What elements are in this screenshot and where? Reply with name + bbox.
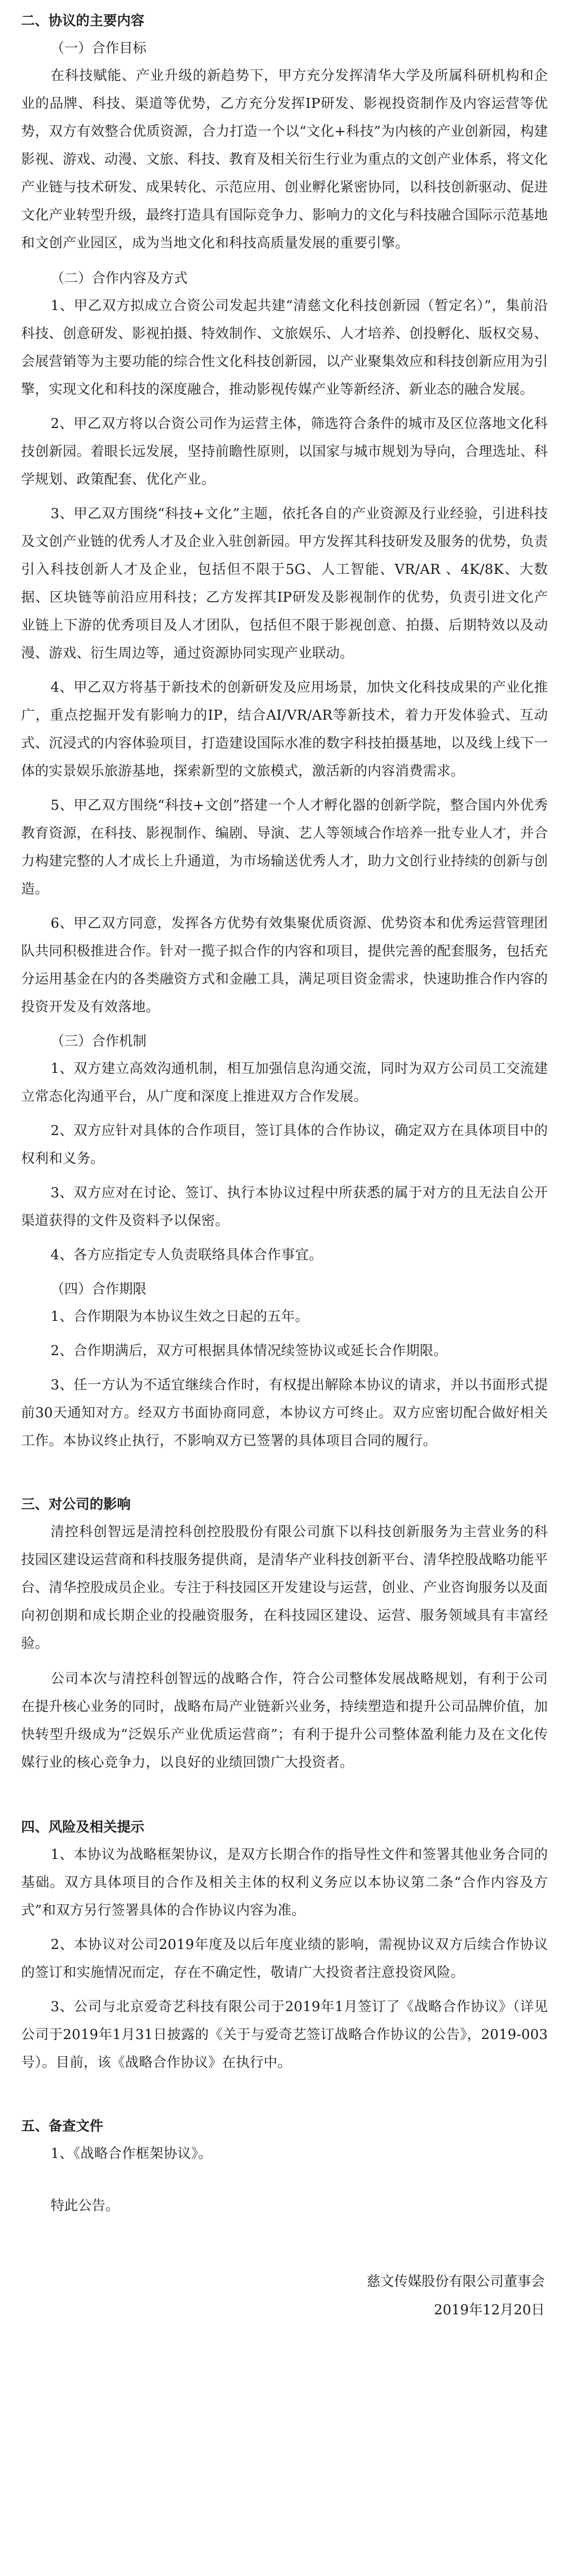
cooperation-term-item: 2、合作期满后，双方可根据具体情况续签协议或延长合作期限。	[51, 1343, 448, 1359]
cooperation-mechanism-item: 2、双方应针对具体的合作项目，签订具体的合作协议，确定双方在具体项目中的权利和义务。	[21, 1123, 548, 1167]
section-title-reference-documents: 五、备查文件	[21, 2119, 104, 2134]
cooperation-content-item: 1、甲乙双方拟成立合资公司发起共建“清慈文化科技创新园（暂定名）”，集前沿科技、创意研发、影视拍摄、特效制作、文旅娱乐、人才培养、创投孵化、版权交易、会展营销等为主要功能的综合性文化科技创新园，以产业聚集效应和科技创新应用为引擎，实现文化和科技的深度融合，推动影视传媒产业等新经济、新业态的融合发展。	[21, 298, 548, 397]
cooperation-term-item: 1、合作期限为本协议生效之日起的五年。	[51, 1309, 309, 1325]
signature-company: 慈文传媒股份有限公司董事会	[366, 2274, 545, 2290]
company-impact-paragraph: 清控科创智远是清控科创控股股份有限公司旗下以科技创新服务为主营业务的科技园区建设运营商和科技服务提供商，是清华产业科技创新平台、清华控股战略功能平台、清华控股成员企业。专注于科技园区开发建设与运营，创业、产业咨询服务以及面向初创期和成长期企业的投融资服务，在科技园区建设、运营、服务领域具有丰富经验。	[21, 1524, 548, 1652]
cooperation-mechanism-item: 3、双方应对在讨论、签订、执行本协议过程中所获悉的属于对方的且无法自公开渠道获得的文件及资料予以保密。	[21, 1185, 548, 1229]
cooperation-mechanism-item: 4、各方应指定专人负责联络具体合作事宜。	[51, 1247, 323, 1263]
risk-notice-item: 1、本协议为战略框架协议，是双方长期合作的指导性文件和签署其他业务合同的基础。双方具体项目的合作及相关主体的权利义务应以本协议第二条“合作内容及方式”和双方另行签署具体的合作协议内容为准。	[21, 1847, 548, 1918]
section-title-agreement-content: 二、协议的主要内容	[21, 13, 145, 29]
section-spacer	[21, 2083, 548, 2113]
signature-date: 2019年12月20日	[434, 2302, 545, 2318]
section-spacer	[21, 1784, 548, 1814]
cooperation-goal-paragraph: 在科技赋能、产业升级的新趋势下，甲方充分发挥清华大学及所属科研机构和企业的品牌、科技、渠道等优势，乙方充分发挥IP研发、影视投资制作及内容运营等优势，双方有效整合优质资源，合力打造一个以“文化+科技”为内核的产业创新园，构建影视、游戏、动漫、文旅、科技、教育及相关衍生行业为重点的文创产业体系，将文化产业链与技术研发、成果转化、示范应用、创业孵化紧密协同，以科技创新驱动、促进文化产业转型升级，最终打造具有国际竞争力、影响力的文化与科技融合国际示范基地和文创产业园区，成为当地文化和科技高质量发展的重要引擎。	[21, 68, 548, 251]
subsection-title-cooperation-goal: （一）合作目标	[51, 41, 147, 56]
cooperation-mechanism-item: 1、双方建立高效沟通机制，相互加强信息沟通交流，同时为双方公司员工交流建立常态化沟通平台，从广度和深度上推进双方合作发展。	[21, 1061, 548, 1105]
section-title-risk-notice: 四、风险及相关提示	[21, 1819, 145, 1835]
section-spacer	[21, 1461, 548, 1491]
section-spacer	[21, 2220, 548, 2250]
subsection-title-cooperation-term: （四）合作期限	[51, 1281, 147, 1297]
cooperation-content-item: 4、甲乙双方将基于新技术的创新研发及应用场景，加快文化科技成果的产业化推广，重点挖掘开发有影响力的IP，结合AI/VR/AR等新技术，着力开发体验式、互动式、沉浸式的内容体验项目，打造建设国际水准的数字科技拍摄基地，以及线上线下一体的实景娱乐旅游基地，探索新型的文旅模式，激活新的内容消费需求。	[21, 680, 548, 779]
section-spacer	[21, 2250, 548, 2267]
subsection-title-cooperation-content: （二）合作内容及方式	[51, 271, 188, 286]
subsection-title-cooperation-mechanism: （三）合作机制	[51, 1033, 147, 1049]
company-impact-paragraph: 公司本次与清控科创智远的战略合作，符合公司整体发展战略规划，有利于公司在提升核心业务的同时，战略布局产业链新兴业务，持续塑造和提升公司品牌价值，加快转型升级成为“泛娱乐产业优质运营商”；有利于提升公司整体盈利能力及在文化传媒行业的核心竞争力，以良好的业绩回馈广大投资者。	[21, 1671, 548, 1771]
reference-document-item: 1、《战略合作框架协议》。	[51, 2146, 212, 2162]
cooperation-content-item: 5、甲乙双方围绕“科技+文创”搭建一个人才孵化器的创新学院，整合国内外优秀教育资源，在科技、影视制作、编剧、导演、艺人等领域合作培养一批专业人才，并合力构建完整的人才成长上升通道，为市场输送优秀人才，助力文创行业持续的创新与创造。	[21, 798, 548, 897]
cooperation-content-item: 6、甲乙双方同意，发挥各方优势有效集聚优质资源、优势资本和优秀运营管理团队共同积极推进合作。针对一揽子拟合作的内容和项目，提供完善的配套服务，包括充分运用基金在内的各类融资方式和金融工具，满足项目资金需求，快速助推合作内容的投资开发及有效落地。	[21, 916, 548, 1015]
cooperation-term-item: 3、任一方认为不适宜继续合作时，有权提出解除本协议的请求，并以书面形式提前30天通知对方。经双方书面协商同意，本协议方可终止。双方应密切配合做好相关工作。本协议终止执行，不影响双方已签署的具体项目合同的履行。	[21, 1377, 548, 1449]
risk-notice-item: 3、公司与北京爱奇艺科技有限公司于2019年1月签订了《战略合作协议》（详见公司于2019年1月31日披露的《关于与爱奇艺签订战略合作协议的公告》，2019-003号）。目前，该《战略合作协议》在执行中。	[21, 1999, 548, 2071]
closing-statement: 特此公告。	[51, 2198, 120, 2214]
section-title-company-impact: 三、对公司的影响	[21, 1497, 131, 1513]
cooperation-content-item: 2、甲乙双方将以合资公司作为运营主体，筛选符合条件的城市及区位落地文化科技创新园。着眼长远发展，坚持前瞻性原则，以国家与城市规划为导向，合理选址、科学规划、政策配套、优化产业。	[21, 416, 548, 488]
section-spacer	[21, 2174, 548, 2192]
cooperation-content-item: 3、甲乙双方围绕“科技+文化”主题，依托各自的产业资源及行业经验，引进科技及文创产业链的优秀人才及企业入驻创新园。甲方发挥其科技研发及服务的优势，负责引入科技创新人才及企业，包括但不限于5G、人工智能、VR/AR 、4K/8K、大数据、区块链等前沿应用科技；乙方发挥其IP研发及影视制作的优势，负责引进文化产业链上下游的优秀项目及人才团队，包括但不限于影视创意、拍摄、后期特效以及动漫、游戏、衍生周边等，通过资源协同实现产业联动。	[21, 506, 548, 661]
risk-notice-item: 2、本协议对公司2019年度及以后年度业绩的影响，需视协议双方后续合作协议的签订和实施情况而定，存在不确定性，敬请广大投资者注意投资风险。	[21, 1937, 548, 1981]
